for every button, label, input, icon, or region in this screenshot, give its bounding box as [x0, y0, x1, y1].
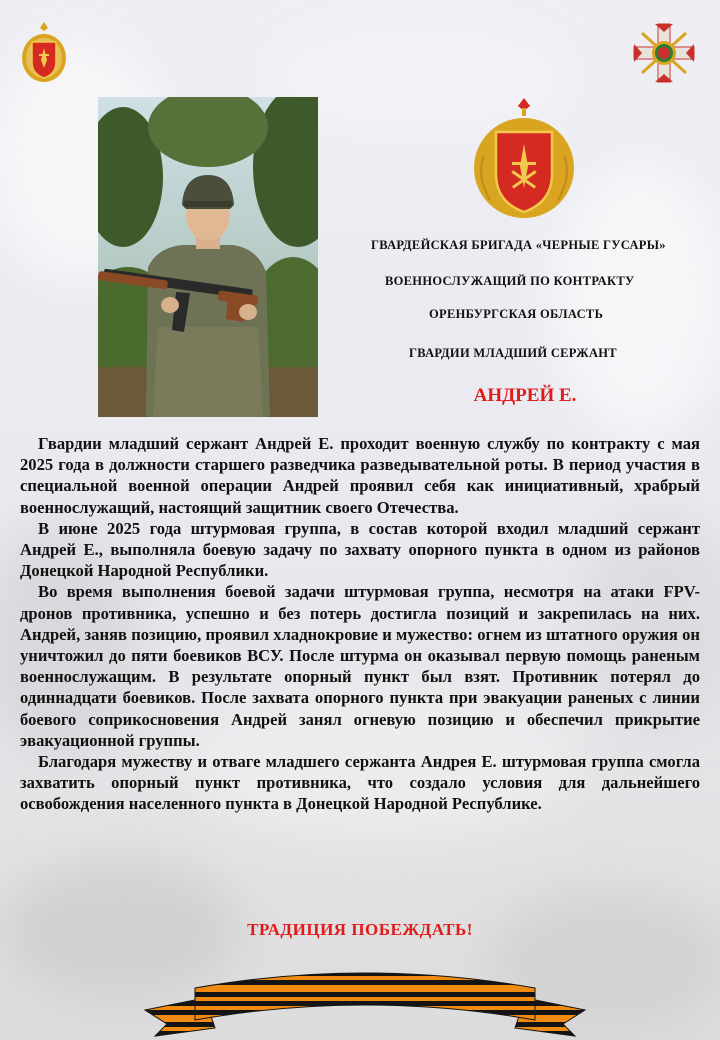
- service-type: ВОЕННОСЛУЖАЩИЙ ПО КОНТРАКТУ: [385, 274, 635, 288]
- story-paragraph: В июне 2025 года штурмовая группа, в состав которой входил младший сержант Андрей Е., выполняла боевую задачу по захвату опорного пункта в одном из районов Донецкой Народной Республики.: [20, 518, 700, 581]
- region: ОРЕНБУРГСКАЯ ОБЛАСТЬ: [429, 307, 604, 321]
- soldier-name: АНДРЕЙ Е.: [473, 385, 577, 406]
- unit-title: ГВАРДЕЙСКАЯ БРИГАДА «ЧЕРНЫЕ ГУСАРЫ»: [371, 238, 666, 252]
- motto: ТРАДИЦИЯ ПОБЕЖДАТЬ!: [247, 920, 473, 939]
- story-paragraph: Во время выполнения боевой задачи штурмовая группа, несмотря на атаки FPV-дронов противника, успешно и без потерь достигла позиций и закрепилась на них. Андрей, заняв позицию, проявил хладнокровие и мужество: огнем из штатного оружия он уничтожил до пяти боевиков ВСУ. После штурма он оказывал первую помощь раненым военнослужащим. В результате опорный пункт был взят. Противник потерял до одиннадцати боевиков. После захвата опорного пункта при эвакуации раненых с линии боевого соприкосновения Андрей занял огневую позицию и обеспечил прикрытие эвакуационной группы.: [20, 582, 700, 750]
- brigade-emblem-icon: [472, 96, 576, 220]
- rank: ГВАРДИИ МЛАДШИЙ СЕРЖАНТ: [409, 346, 617, 360]
- story-text: [20, 433, 700, 815]
- soldier-photo: [98, 97, 318, 417]
- story-paragraph: Благодаря мужеству и отваге младшего сержанта Андрея Е. штурмовая группа смогла захватить опорный пункт противника, что создало условия для дальнейшего освобождения населенного пункта в Донецкой Народной Республике.: [20, 752, 700, 814]
- story-paragraph: Гвардии младший сержант Андрей Е. проходит военную службу по контракту с мая 2025 года в должности старшего разведчика разведывательной роты. В период участия в специальной военной операции Андрей проявил себя как инициативный, храбрый военнослужащий, настоящий защитник своего Отечества.: [20, 434, 700, 517]
- district-emblem-icon: [20, 20, 68, 84]
- st-george-ribbon-icon: [135, 958, 595, 1040]
- order-cross-icon: [630, 22, 698, 84]
